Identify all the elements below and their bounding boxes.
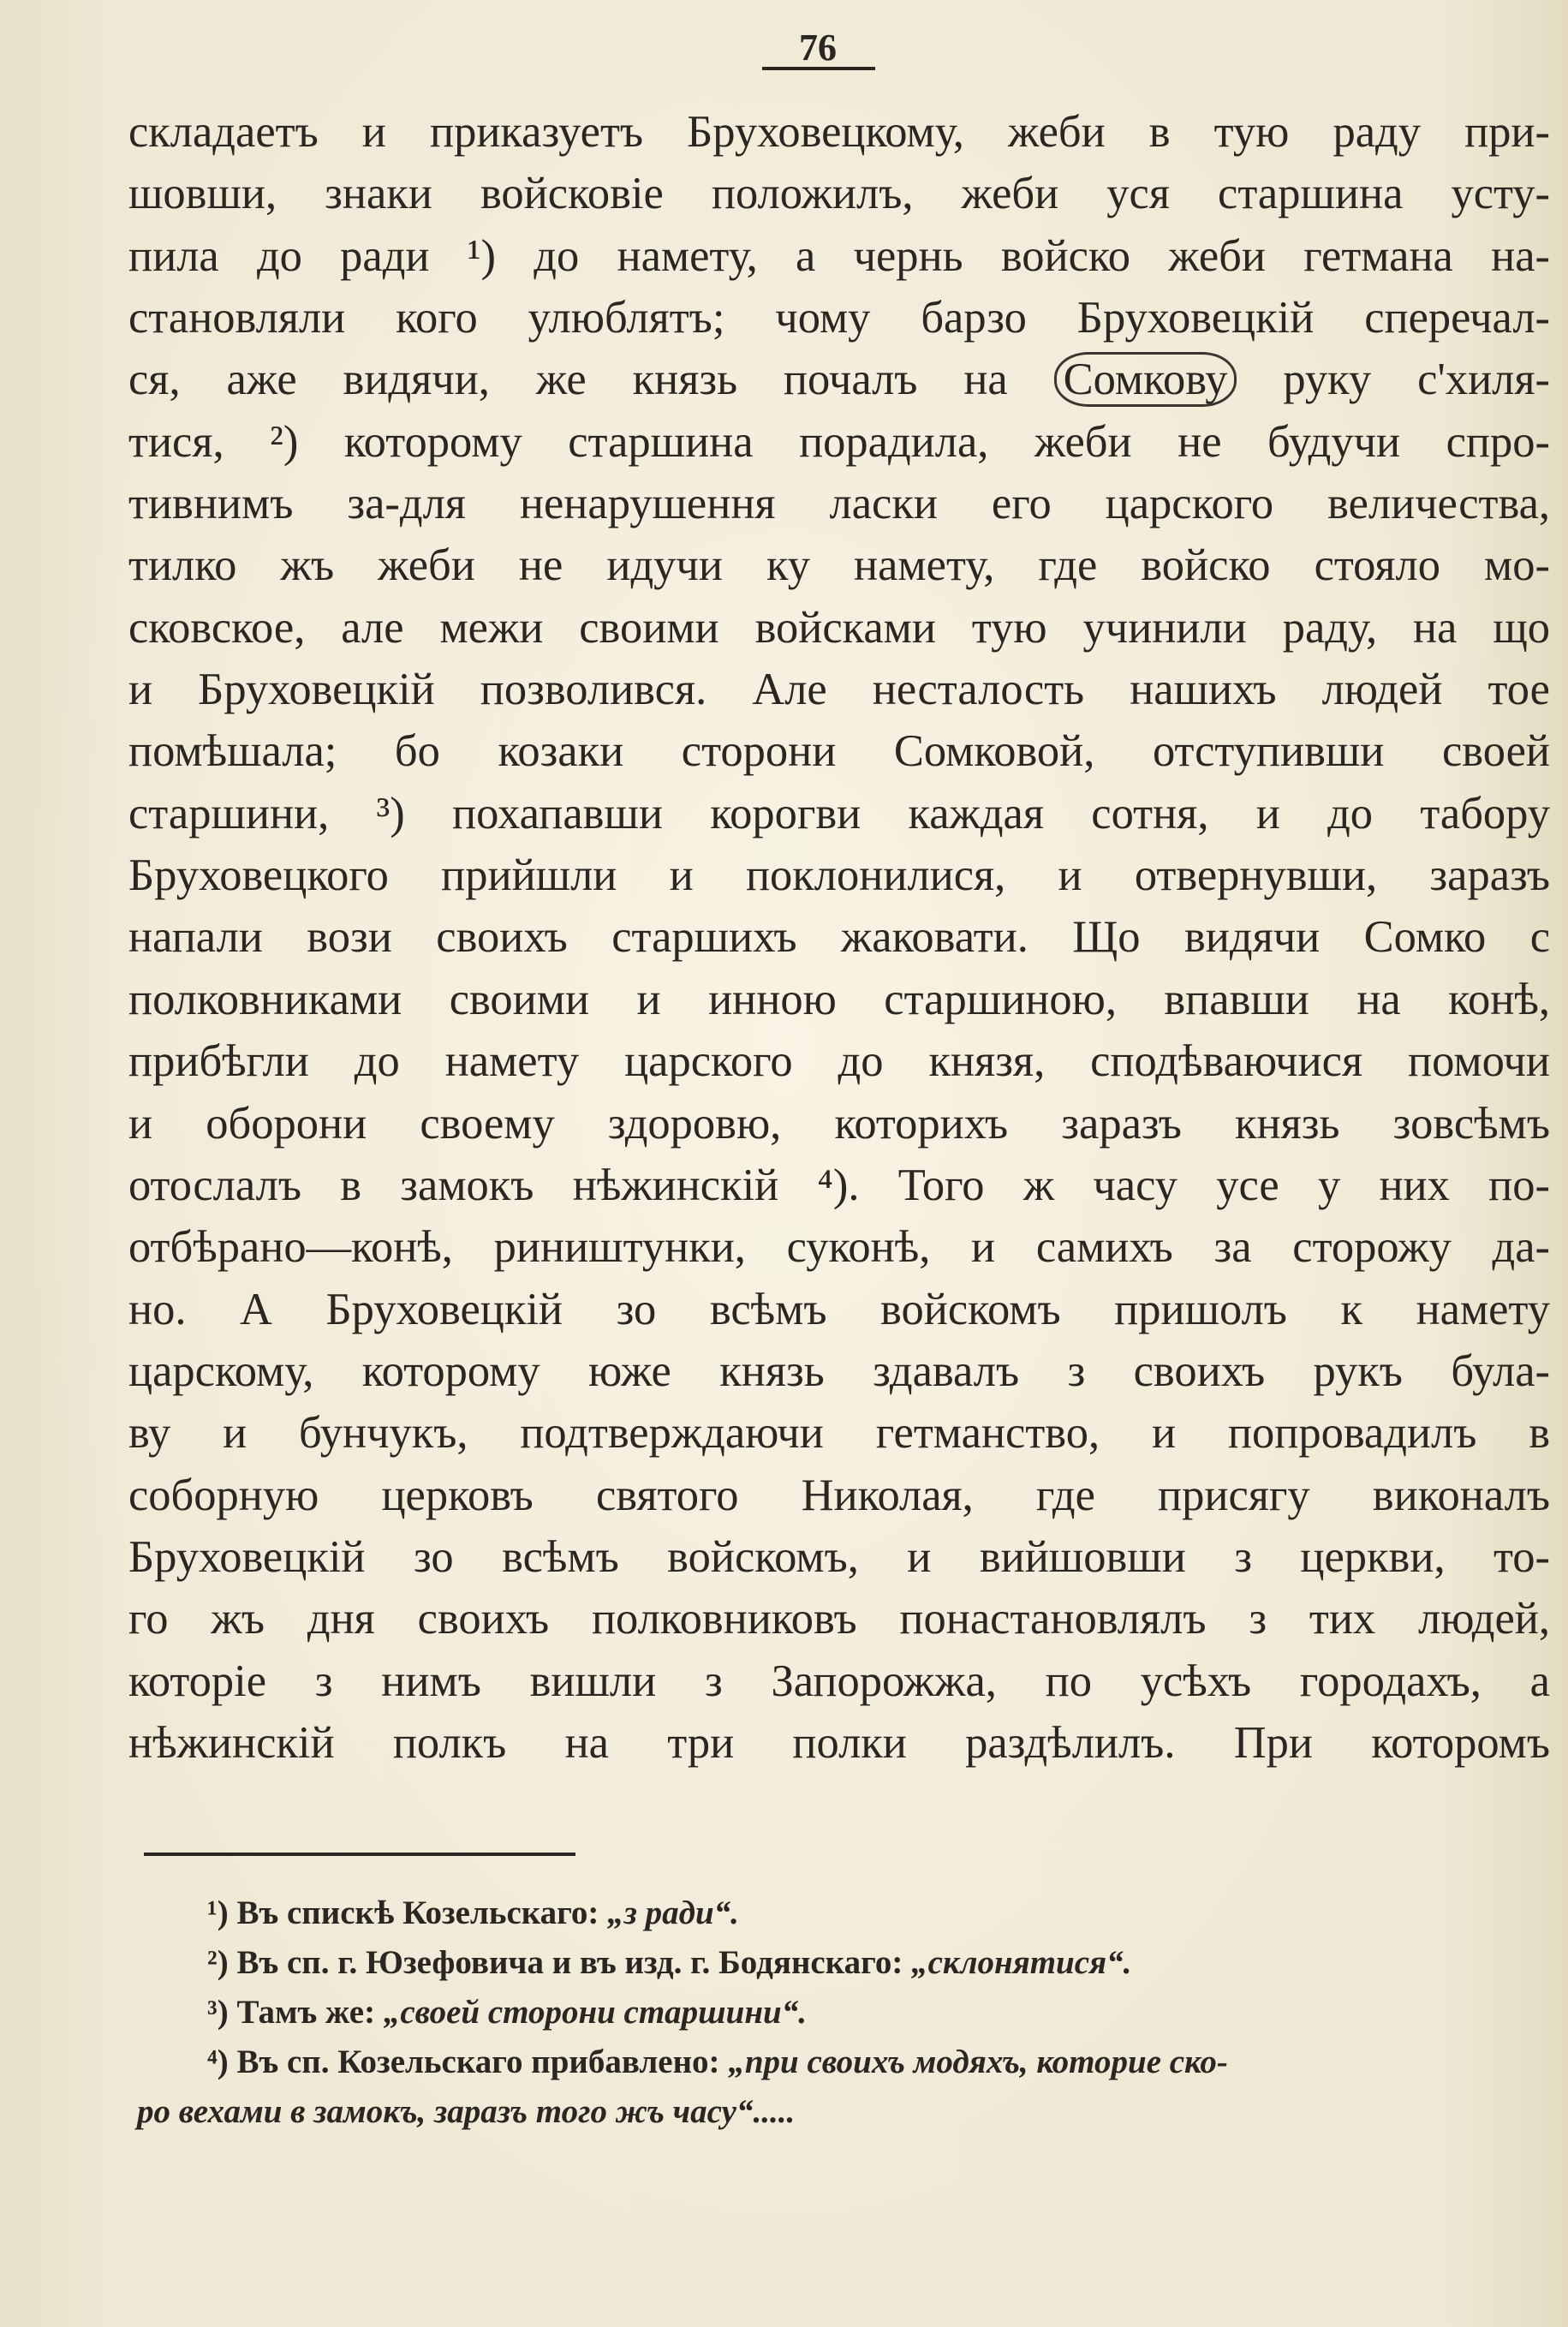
text-line: пила до ради ¹) до намету, а чернь войско жеби гетмана на- [128, 230, 1550, 281]
page-number-underline [762, 67, 875, 70]
footnote-marker: ³) [207, 1994, 229, 2031]
text-line: отослалъ в замокъ нѣжинскій ⁴). Того ж часу усе у них по- [128, 1160, 1550, 1210]
circled-word: Сомкову [1054, 352, 1237, 407]
text-line: нѣжинскій полкъ на три полки раздѣлилъ. При которомъ [128, 1717, 1550, 1768]
footnote-marker: ¹) [207, 1894, 229, 1931]
footnote [137, 2038, 1550, 2087]
text-line: тивнимъ за-для ненарушення ласки его царского величества, [128, 479, 1550, 529]
footnote-quote: ро вехами в замокъ, заразъ того жъ часу“..... [137, 2093, 796, 2130]
footnote-marker: ⁴) [207, 2044, 229, 2080]
text-line: становляли кого улюблятъ; чому барзо Бруховецкій сперечал- [128, 293, 1550, 343]
text-line-with-circled-word: ся, аже видячи, же князь почалъ на Сомкову руку с'хиля- [128, 349, 1550, 410]
text-line: отбѣрано—конѣ, риништунки, суконѣ, и самихъ за сторожу да- [128, 1222, 1550, 1273]
footnote [137, 1938, 1550, 1988]
footnote-text: Въ спискѣ Козельскаго: [236, 1894, 608, 1931]
footnote-quote: „з ради“. [607, 1894, 739, 1931]
text-line: и Бруховецкій позволився. Але несталость нашихъ людей тое [128, 665, 1550, 715]
footnote [137, 1888, 1550, 1938]
text-line: старшини, ³) похапавши корогви каждая сотня, и до табору [128, 788, 1550, 838]
footnote-text: Въ сп. Козельскаго прибавлено: [236, 2044, 729, 2080]
text-line: Бруховецкого прийшли и поклонилися, и отвернувши, заразъ [128, 850, 1550, 901]
text-line: сковское, але межи своими войсками тую учинили раду, на що [128, 602, 1550, 653]
text-line: прибѣгли до намету царского до князя, сподѣваючися помочи [128, 1036, 1550, 1087]
body-text [128, 101, 1550, 1774]
footnote-quote: „склонятися“. [911, 1944, 1132, 1981]
text-line: шовши, знаки войсковіе положилъ, жеби уся старшина усту- [128, 169, 1550, 219]
text-line: и оборони своему здоровю, которихъ заразъ князь зовсѣмъ [128, 1098, 1550, 1149]
footnote-text: Тамъ же: [236, 1994, 384, 2031]
text-line: которіе з нимъ вишли з Запорожжа, по усѣхъ городахъ, а [128, 1656, 1550, 1706]
text-line: складаетъ и приказуетъ Бруховецкому, жеби в тую раду при- [128, 107, 1550, 157]
text-line: Бруховецкій зо всѣмъ войскомъ, и вийшовши з церкви, то- [128, 1531, 1550, 1582]
footnote-quote: „своей сторони старшини“. [383, 1994, 807, 2031]
text-line: тилко жъ жеби не идучи ку намету, где войско стояло мо- [128, 540, 1550, 591]
text-line: напали вози своихъ старшихъ жаковати. Що видячи Сомко с [128, 912, 1550, 963]
page-number: 76 [799, 27, 837, 69]
text-line: тися, ²) которому старшина порадила, жеби не будучи спро- [128, 416, 1550, 467]
text-line: но. А Бруховецкій зо всѣмъ войскомъ пришолъ к намету [128, 1284, 1550, 1334]
text-line: го жъ дня своихъ полковниковъ понастановлялъ з тих людей, [128, 1594, 1550, 1644]
text-line: полковниками своими и инною старшиною, впавши на конѣ, [128, 974, 1550, 1024]
footnote-continuation [137, 2087, 1550, 2137]
footnote [137, 1988, 1550, 2038]
footnote-text: Въ сп. г. Юзефовича и въ изд. г. Бодянскаго: [236, 1944, 912, 1981]
footnote-marker: ²) [207, 1944, 229, 1981]
footnote-quote: „при своихъ модяхъ, которие ско- [728, 2044, 1228, 2080]
footnotes [137, 1888, 1550, 2137]
footnote-separator [144, 1853, 575, 1856]
text-line: помѣшала; бо козаки сторони Сомковой, отступивши своей [128, 726, 1550, 777]
text-line: соборную церковъ святого Николая, где присягу виконалъ [128, 1470, 1550, 1520]
text-line: царскому, которому юже князь здавалъ з своихъ рукъ була- [128, 1345, 1550, 1396]
text-line: ву и бунчукъ, подтверждаючи гетманство, и попровадилъ в [128, 1408, 1550, 1459]
